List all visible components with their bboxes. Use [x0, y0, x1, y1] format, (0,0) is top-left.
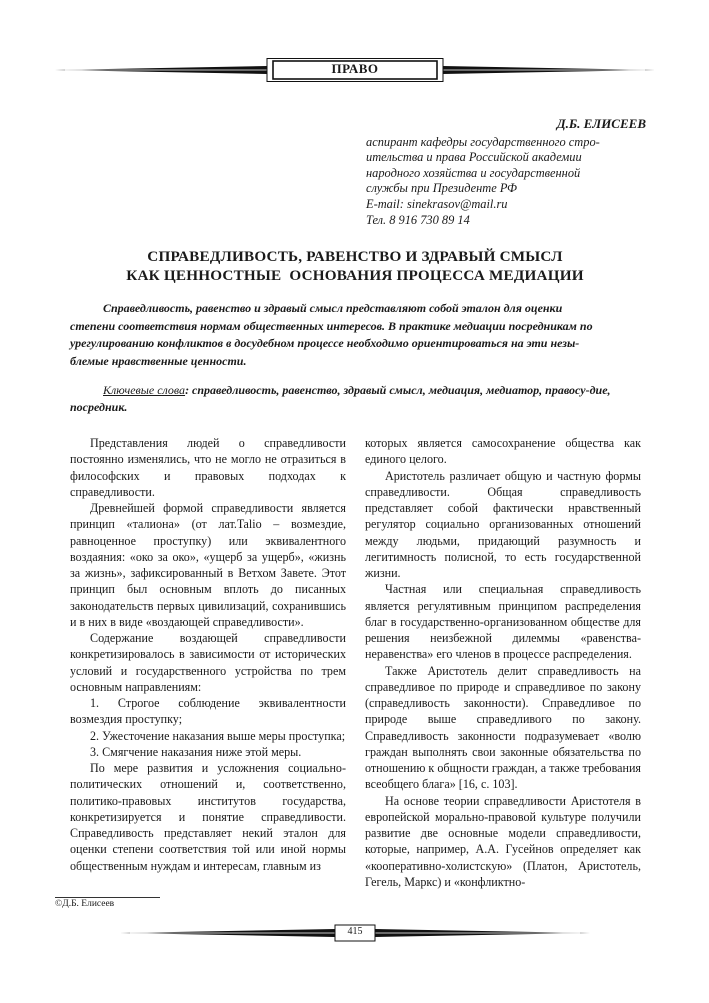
author-affiliation-line: ительства и права Российской академии — [366, 150, 582, 165]
author-affiliation-line: службы при Президенте РФ — [366, 181, 518, 196]
abstract — [70, 300, 640, 370]
footnote: ©Д.Б. Елисеев — [55, 899, 115, 909]
body-column-left — [70, 435, 346, 874]
keywords — [70, 382, 640, 416]
footnote-rule — [55, 897, 160, 898]
paragraph: Представления людей о справедливости постоянно изменялись, что не могло не отразиться в философских и правовых подходах к справедливости. — [70, 436, 346, 499]
author-name: Д.Б. ЕЛИСЕЕВ — [556, 116, 646, 131]
author-phone: Тел. 8 916 730 89 14 — [366, 212, 470, 227]
paragraph: Также Аристотель делит справедливость на справедливое по природе и справедливое по закону (справедливость законности). Справедливое по природе выше справедливого по закону. Справедливость законности подразумевает «волю граждан выполнять свои законные обязательства по отношению к общности граждан, а также требования всеобщего блага» [16, с. 103]. — [365, 663, 641, 792]
author-block — [366, 116, 646, 228]
paragraph: Частная или специальная справедливость является регулятивным принципом распределения благ в государственно-организованном обществе для решения неизбежной дилеммы «равенства-неравенства» его членов в процессе распределения. — [365, 582, 641, 662]
section-label: ПРАВО — [331, 61, 379, 76]
paragraph: Древнейшей формой справедливости является принцип «талиона» (от лат.Talio – возмездие, равноценное проступку) или эквивалентного воздаяния: «око за око», «ущерб за ущерб», «жизнь за жизнь», зафиксированный в Ветхом Завете. Этот принцип был основным вплоть до писанных законодательств первых цивилизаций, сохранившись и в них в виде «воздающей справедливости». — [70, 501, 346, 629]
abstract-line: Справедливость, равенство и здравый смысл представляют собой эталон для оценки — [103, 301, 563, 315]
author-email: E-mail: sinekrasov@mail.ru — [366, 196, 508, 211]
abstract-line: урегулированию конфликтов в досудебном процессе необходимо ориентироваться на эти незы- — [70, 336, 580, 350]
paragraph: На основе теории справедливости Аристотеля в европейской морально-правовой культуре получили развитие две основные модели справедливости, которые, например, А.А. Гусейнов определяет как «кооперативно-холистскую» (Платон, Аристотель, Гегель, Маркс) и «конфликтно- — [365, 793, 641, 889]
author-affiliation-line: аспирант кафедры государственного стро- — [366, 134, 600, 149]
paragraph: Аристотель различает общую и частную формы справедливости. Общая справедливость представляет собой фактически нравственный регулятор социально организованных отношений между людьми, придающий разумность и легитимность полисной, то есть государственной жизни. — [365, 468, 641, 580]
abstract-line: блемые нравственные ценности. — [70, 353, 247, 368]
article-title-line: КАК ЦЕННОСТНЫЕ ОСНОВАНИЯ ПРОЦЕССА МЕДИАЦИИ — [126, 267, 584, 284]
paragraph: 3. Смягчение наказания ниже этой меры. — [90, 744, 302, 759]
keywords-text: : справедливость, равенство, здравый смысл, медиация, медиатор, правосу-дие, посредник. — [70, 383, 611, 414]
author-affiliation-line: народного хозяйства и государственной — [366, 165, 581, 180]
paragraph: 1. Строгое соблюдение эквивалентности возмездия проступку; — [70, 696, 346, 727]
page-number: 415 — [347, 926, 363, 937]
keywords-label: Ключевые слова — [103, 383, 186, 397]
paragraph: По мере развития и усложнения социально-политических отношений и, соответственно, политико-правовых институтов государства, конкретизируется и понятие справедливости. Справедливость представляет некий эталон для оценки степени соответствия той или иной нормы общественным нуждам и интересам, главным из — [70, 761, 346, 873]
article-title — [70, 247, 640, 285]
paragraph: Содержание воздающей справедливости конкретизировалось в зависимости от исторических условий и государственного устройства по трем основным направлениям: — [70, 631, 346, 694]
page-footer — [120, 921, 590, 945]
abstract-line: степени соответствия нормам общественных интересов. В практике медиации посредникам по — [70, 318, 593, 333]
paragraph: 2. Ужесточение наказания выше меры проступка; — [90, 728, 346, 743]
body-column-right — [365, 435, 641, 890]
paragraph: которых является самосохранение общества как единого целого. — [365, 436, 641, 467]
article-title-line: СПРАВЕДЛИВОСТЬ, РАВЕНСТВО И ЗДРАВЫЙ СМЫСЛ — [147, 248, 563, 265]
section-header — [55, 58, 655, 82]
